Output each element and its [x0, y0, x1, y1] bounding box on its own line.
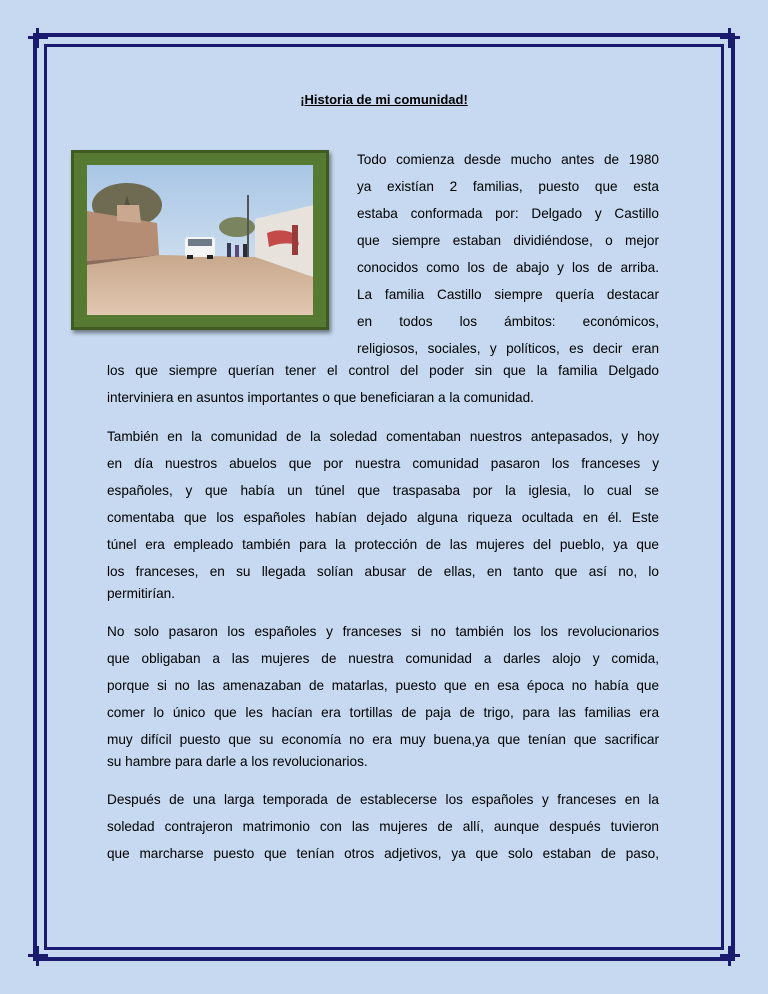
border-corner-ornament	[720, 28, 740, 48]
page-title: ¡Historia de mi comunidad!	[300, 92, 468, 107]
text-line: estaba conformada por: Delgado y Castillo	[357, 206, 659, 221]
text-line: También en la comunidad de la soledad comentaban nuestros antepasados, y hoy	[107, 429, 659, 444]
text-line: su hambre para darle a los revolucionarios.	[107, 754, 368, 769]
text-line: comer lo único que les hacían era tortillas de paja de trigo, para las familias era	[107, 705, 659, 720]
text-line: que marcharse puesto que tenían otros adjetivos, ya que solo estaban de paso,	[107, 846, 659, 861]
text-line: que obligaban a las mujeres de nuestra comunidad a darles alojo y comida,	[107, 651, 659, 666]
text-line: permitirían.	[107, 586, 175, 601]
border-corner-ornament	[28, 28, 48, 48]
text-line: que siempre estaban dividiéndose, o mejor	[357, 233, 659, 248]
text-line: La familia Castillo siempre quería destacar	[357, 287, 659, 302]
text-line: en día nuestros abuelos que por nuestra comunidad pasaron los franceses y	[107, 456, 659, 471]
photo-frame	[71, 150, 329, 330]
text-line: españoles, y que había un túnel que traspasaba por la iglesia, lo cual se	[107, 483, 659, 498]
text-line: No solo pasaron los españoles y franceses si no también los los revolucionarios	[107, 624, 659, 639]
text-line: interviniera en asuntos importantes o que beneficiaran a la comunidad.	[107, 390, 534, 405]
text-line: porque si no las amenazaban de matarlas, puesto que en esa época no había que	[107, 678, 659, 693]
text-line: en todos los ámbitos: económicos,	[357, 314, 659, 329]
text-line: conocidos como los de abajo y los de arriba.	[357, 260, 659, 275]
border-corner-ornament	[720, 946, 740, 966]
text-line: religiosos, sociales, y políticos, es decir eran	[357, 341, 659, 356]
text-line: ya existían 2 familias, puesto que esta	[357, 179, 659, 194]
text-line: Después de una larga temporada de establecerse los españoles y franceses en la	[107, 792, 659, 807]
community-road-photo	[87, 165, 313, 315]
text-line: túnel era empleado también para la protección de las mujeres del pueblo, ya que	[107, 537, 659, 552]
text-line: los que siempre querían tener el control del poder sin que la familia Delgado	[107, 363, 659, 378]
border-corner-ornament	[28, 946, 48, 966]
text-line: Todo comienza desde mucho antes de 1980	[357, 152, 659, 167]
text-line: soledad contrajeron matrimonio con las mujeres de allí, aunque después tuvieron	[107, 819, 659, 834]
text-line: los franceses, en su llegada solían abusar de ellas, en tanto que así no, lo	[107, 564, 659, 579]
text-line: comentaba que los españoles habían dejado alguna riqueza ocultada en él. Este	[107, 510, 659, 525]
text-line: muy difícil puesto que su economía no era muy buena,ya que tenían que sacrificar	[107, 732, 659, 747]
